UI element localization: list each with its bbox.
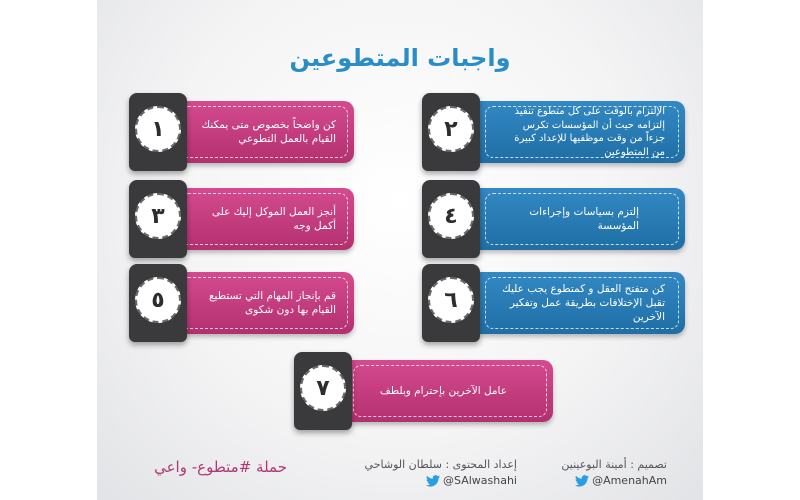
poster-title: واجبات المتطوعين — [289, 44, 511, 72]
card-text: كن متفتح العقل و كمتطوع يجب عليك تقبل الإختلافات بطريقة عمل وتفكير الآخرين — [502, 282, 665, 324]
duty-card-7 — [297, 360, 553, 422]
twitter-bird-icon — [575, 475, 589, 487]
card-text: إلتزم بسياسات وإجراءات المؤسسة — [529, 205, 639, 232]
badge-number: ٤ — [428, 193, 474, 239]
duty-card-3 — [132, 188, 354, 250]
badge-number: ٣ — [135, 193, 181, 239]
number-badge — [129, 93, 187, 171]
number-badge — [422, 180, 480, 258]
design-credit: تصميم : أمينة البوعينين — [561, 458, 667, 471]
card-text: كن واضحاً بخصوص متى يمكنك القيام بالعمل التطوعي — [201, 118, 336, 145]
duty-card-2 — [425, 101, 685, 163]
design-handle: @AmenahAm — [592, 474, 667, 487]
card-text: قم بإنجاز المهام التي تستطيع القيام بها دون شكوى — [208, 289, 336, 316]
campaign-hashtag: حملة #متطوع- واعي — [154, 458, 287, 476]
badge-number: ٢ — [428, 106, 474, 152]
number-badge — [422, 93, 480, 171]
badge-number: ١ — [135, 106, 181, 152]
content-handle-row — [337, 474, 517, 487]
duty-card-1 — [132, 101, 354, 163]
card-text: عامل الآخرين بإحترام وبلطف — [379, 384, 507, 397]
badge-number: ٦ — [428, 277, 474, 323]
design-handle-row — [537, 474, 667, 487]
content-credit: إعداد المحتوى : سلطان الوشاحي — [364, 458, 517, 471]
content-handle: @SAlwashahi — [443, 474, 517, 487]
card-text: الإلتزام بالوقت على كل متطوع تنفيذ إلتزامه حيث أن المؤسسات تكرس جزءاً من وقت موظفيها للإعداد كبيرة من المتطوعين — [514, 106, 665, 158]
badge-number: ٥ — [135, 277, 181, 323]
badge-number: ٧ — [300, 365, 346, 411]
duty-card-4 — [425, 188, 685, 250]
duty-card-5 — [132, 272, 354, 334]
number-badge — [129, 180, 187, 258]
card-text: أنجز العمل الموكل إليك على أكمل وجه — [211, 205, 336, 232]
number-badge — [129, 264, 187, 342]
number-badge — [422, 264, 480, 342]
infographic-poster — [97, 0, 703, 500]
number-badge — [294, 352, 352, 430]
duty-card-6 — [425, 272, 685, 334]
twitter-bird-icon — [426, 475, 440, 487]
